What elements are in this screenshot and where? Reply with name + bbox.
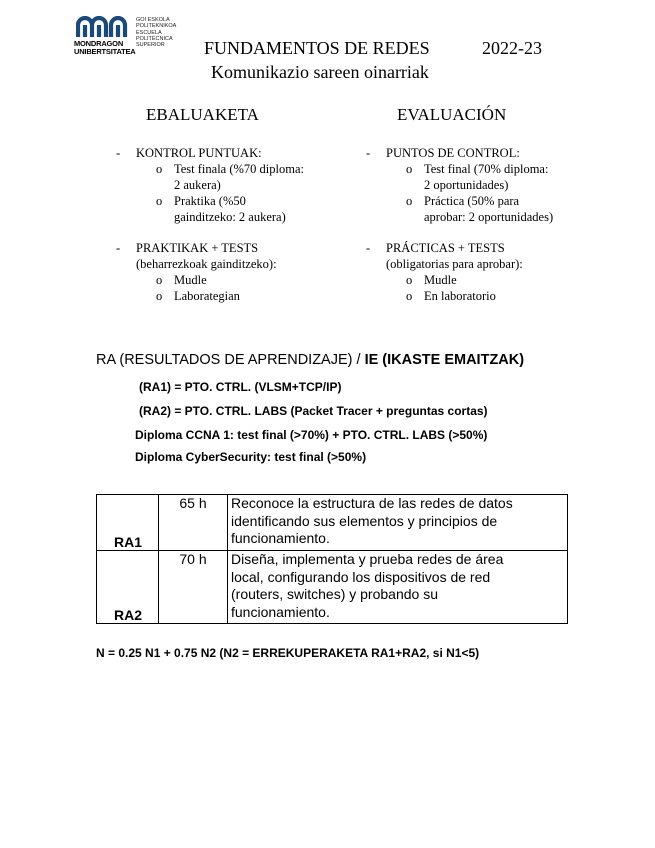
list-bullet: o: [406, 289, 413, 303]
logo-brand-line2: UNIBERTSITATEA: [74, 47, 136, 56]
table-row: [97, 551, 568, 624]
mondragon-logo-mark-icon: [76, 16, 134, 38]
basque-item2-sub1: Mudle: [174, 273, 207, 287]
basque-item1-label: KONTROL PUNTUAK:: [136, 146, 262, 160]
basque-item2-sub2: Laborategian: [174, 289, 240, 303]
list-bullet: o: [156, 162, 163, 176]
list-bullet: o: [156, 194, 163, 208]
spanish-item2-sub2: En laboratorio: [424, 289, 496, 303]
logo-sub-line5: SUPERIOR: [136, 42, 165, 49]
ra1-line: (RA1) = PTO. CTRL. (VLSM+TCP/IP): [139, 380, 342, 394]
spanish-item2-label-line2: (obligatorias para aprobar):: [386, 257, 523, 271]
learning-outcomes-table: [96, 494, 568, 624]
basque-evaluation-list: [116, 145, 336, 315]
description-line: identificando sus elementos y principios de: [231, 512, 498, 529]
logo-sub-line2: POLITEKNIKOA: [136, 23, 177, 30]
list-bullet: o: [406, 162, 413, 176]
description-line: funcionamiento.: [231, 603, 330, 620]
basque-item1-sub2-line1: Praktika (%50: [174, 194, 246, 208]
spanish-item1-label: PUNTOS DE CONTROL:: [386, 146, 520, 160]
description-line: local, configurando los dispositivos de red: [231, 568, 491, 585]
basque-item1-sub1-line2: 2 aukera): [174, 178, 221, 192]
list-dash: -: [116, 241, 121, 255]
description-line: funcionamiento.: [231, 530, 330, 546]
description-cell: [228, 551, 568, 624]
list-dash: -: [366, 241, 371, 255]
spanish-item1-sub2-line1: Práctica (50% para: [424, 194, 520, 208]
description-line: Reconoce la estructura de las redes de datos: [231, 495, 513, 511]
logo-sub-line1: GOI ESKOLA: [136, 17, 170, 23]
spanish-item1-sub2-line2: aprobar: 2 oportunidades): [424, 210, 554, 224]
description-line: (routers, switches) y probando su: [231, 586, 438, 602]
list-bullet: o: [156, 289, 163, 303]
academic-year: 2022-23: [482, 38, 542, 58]
logo-brand-line1: MONDRAGON: [74, 39, 124, 48]
logo-wordmark: [74, 40, 136, 56]
hours-cell: 65 h: [159, 495, 228, 551]
ra-code-cell: RA1: [97, 495, 159, 551]
description-cell: [228, 495, 568, 551]
basque-item1-sub2-line2: gainditzeko: 2 aukera): [174, 210, 286, 224]
ra-section-heading: [96, 352, 524, 368]
spanish-evaluation-list: [366, 145, 606, 315]
basque-item2-label-line2: (beharrezkoak gainditzeko):: [136, 257, 277, 271]
basque-heading: EBALUAKETA: [146, 105, 259, 124]
logo-school-name: [136, 17, 176, 48]
logo-sub-line4: POLITÉCNICA: [136, 35, 173, 42]
ra-heading-normal: RA (RESULTADOS DE APRENDIZAJE) /: [96, 352, 365, 368]
hours-cell: 70 h: [159, 551, 228, 624]
description-line: Diseña, implementa y prueba redes de área: [231, 551, 504, 567]
mondragon-logo: [74, 16, 184, 60]
list-bullet: o: [406, 194, 413, 208]
spanish-item1-sub1-line2: 2 oportunidades): [424, 178, 509, 192]
ra-heading-bold: IE (IKASTE EMAITZAK): [364, 352, 525, 368]
spanish-heading: EVALUACIÓN: [397, 105, 507, 124]
spanish-item1-sub1-line1: Test final (70% diploma:: [424, 162, 549, 176]
spanish-item2-label-line1: PRÁCTICAS + TESTS: [386, 241, 505, 255]
spanish-item2-sub1: Mudle: [424, 273, 457, 287]
basque-item1-sub1-line1: Test finala (%70 diploma:: [174, 162, 304, 176]
table-row: [97, 495, 568, 551]
grade-formula: N = 0.25 N1 + 0.75 N2 (N2 = ERREKUPERAKETA RA1+RA2, si N1<5): [96, 646, 480, 660]
list-dash: -: [116, 146, 121, 160]
list-bullet: o: [156, 273, 163, 287]
ccna-diploma-line: Diploma CCNA 1: test final (>70%) + PTO. CTRL. LABS (>50%): [135, 428, 488, 442]
ra2-line: (RA2) = PTO. CTRL. LABS (Packet Tracer + preguntas cortas): [139, 404, 488, 418]
list-dash: -: [366, 146, 371, 160]
list-bullet: o: [406, 273, 413, 287]
document-title: FUNDAMENTOS DE REDES: [204, 38, 430, 58]
logo-sub-line3: ESCUELA: [136, 29, 162, 36]
basque-item2-label-line1: PRAKTIKAK + TESTS: [136, 241, 259, 255]
document-subtitle: Komunikazio sareen oinarriak: [211, 62, 429, 82]
ra-code-cell: RA2: [97, 551, 159, 624]
cybersecurity-diploma-line: Diploma CyberSecurity: test final (>50%): [135, 450, 367, 464]
